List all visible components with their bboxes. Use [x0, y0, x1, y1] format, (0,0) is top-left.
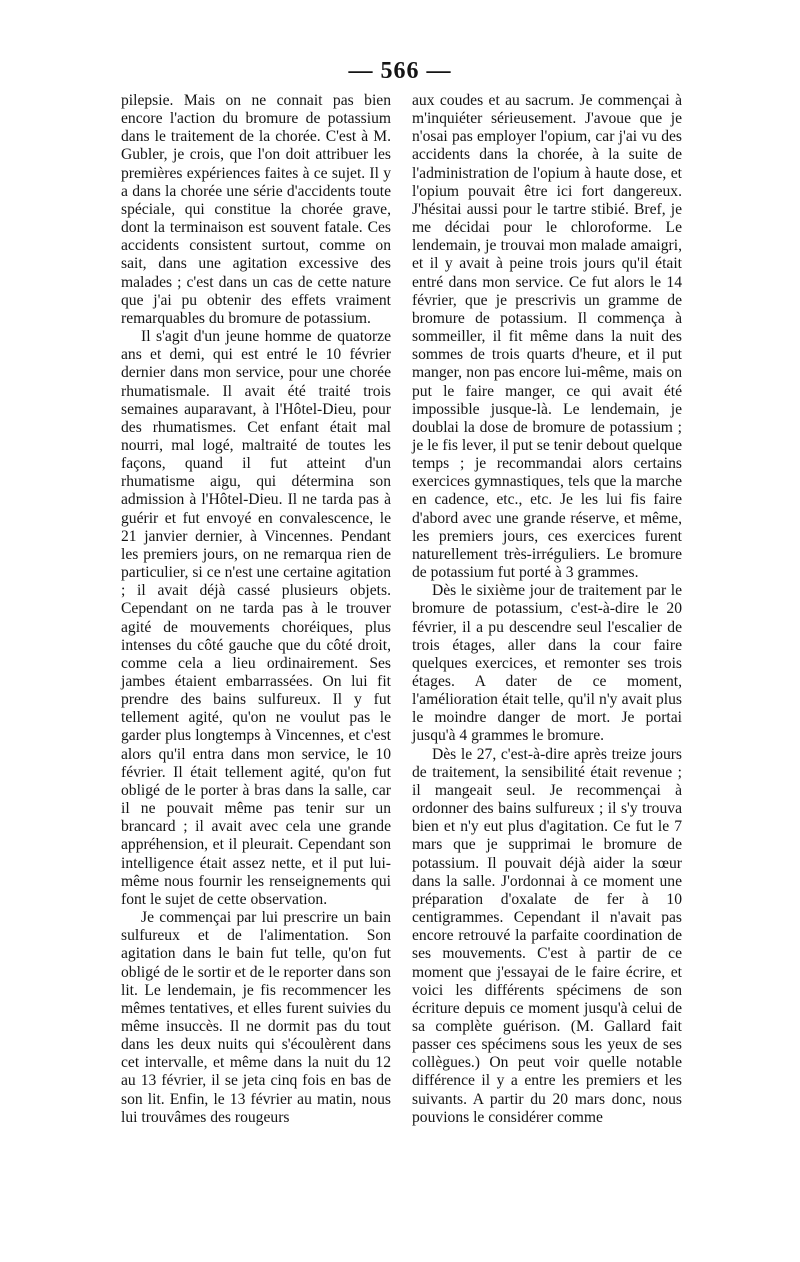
paragraph: Dès le sixième jour de traitement par le bromure de potassium, c'est-à-dire le 20 février, il a pu descendre seul l'escalier de trois étages, aller dans la cour faire quelques exercices, et remonter ses trois étages. A dater de ce moment, l'amélioration était telle, qu'il n'y avait plus le moindre danger de mort. Je portai jusqu'à 4 grammes le bromure.: [412, 582, 682, 745]
left-text-column: [121, 92, 391, 1127]
paragraph: Il s'agit d'un jeune homme de quatorze ans et demi, qui est entré le 10 février dernier dans mon service, pour une chorée rhumatismale. Il avait été traité trois semaines auparavant, à l'Hôtel-Dieu, pour des rhumatismes. Cet enfant était mal nourri, mal logé, maltraité de toutes les façons, quand il fut atteint d'un rhumatisme aigu, qui détermina son admission à l'Hôtel-Dieu. Il ne tarda pas à guérir et fut envoyé en convalescence, le 21 janvier dernier, à Vincennes. Pendant les premiers jours, on ne remarqua rien de particulier, si ce n'est une certaine agitation ; il avait déjà cassé plusieurs objets. Cependant on ne tarda pas à le trouver agité de mouvements choréiques, plus intenses du côté gauche que du côté droit, comme cela a lieu ordinairement. Ses jambes étaient embarrassées. On lui fit prendre des bains sulfureux. Il y fut tellement agité, qu'on ne voulut pas le garder plus longtemps à Vincennes, et c'est alors qu'il entra dans mon service, le 10 février. Il était tellement agité, qu'on fut obligé de le porter à bras dans la salle, car il ne pouvait même pas tenir sur un brancard ; il avait avec cela une grande appréhension, et il pleurait. Cependant son intelligence était assez nette, et il put lui-même nous fournir les renseignements qui font le sujet de cette observation.: [121, 328, 391, 908]
page-number: — 566 —: [348, 58, 452, 84]
paragraph: aux coudes et au sacrum. Je commençai à m'inquiéter sérieusement. J'avoue que je n'osai pas employer l'opium, car j'ai vu des accidents dans la chorée, à la suite de l'administration de l'opium à haute dose, et l'opium pouvait être ici fort dangereux. J'hésitai aussi pour le tartre stibié. Bref, je me décidai pour le chloroforme. Le lendemain, je trouvai mon malade amaigri, et il y avait à peine trois jours qu'il était entré dans mon service. Ce fut alors le 14 février, que je prescrivis un gramme de bromure de potassium. Il commença à sommeiller, il fit même dans la nuit des sommes de trois quarts d'heure, et il put manger, non pas encore lui-même, mais on put le faire manger, ce qui avait été impossible jusque-là. Le lendemain, je doublai la dose de bromure de potassium ; je le fis lever, il put se tenir debout quelque temps ; je recommandai alors certains exercices gymnastiques, tels que la marche en cadence, etc., etc. Je les lui fis faire d'abord avec une grande réserve, et même, les premiers jours, ces exercices furent naturellement très-irréguliers. Le bromure de potassium fut porté à 3 grammes.: [412, 92, 682, 582]
paragraph: Dès le 27, c'est-à-dire après treize jours de traitement, la sensibilité était revenue ; il mangeait seul. Je recommençai à ordonner des bains sulfureux ; il s'y trouva bien et n'y eut plus d'agitation. Ce fut le 7 mars que je supprimai le bromure de potassium. Il pouvait déjà aider la sœur dans la salle. J'ordonnai à ce moment une préparation d'oxalate de fer à 10 centigrammes. Cependant il n'avait pas encore retrouvé la parfaite coordination de ses mouvements. C'est à partir de ce moment que j'essayai de le faire écrire, et voici les différents spécimens de son écriture depuis ce moment jusqu'à celui de sa complète guérison. (M. Gallard fait passer ces spécimens sous les yeux de ses collègues.) On peut voir quelle notable différence il y a entre les premiers et les suivants. A partir du 20 mars donc, nous pouvions le considérer comme: [412, 745, 682, 1126]
right-text-column: [412, 92, 682, 1127]
paragraph: pilepsie. Mais on ne connait pas bien encore l'action du bromure de potassium dans le traitement de la chorée. C'est à M. Gubler, je crois, que l'on doit attribuer les premières expériences faites à ce sujet. Il y a dans la chorée une série d'accidents toute spéciale, qui constitue la chorée grave, dont la terminaison est souvent fatale. Ces accidents consistent surtout, comme on sait, dans une agitation excessive des malades ; c'est dans un cas de cette nature que j'ai pu obtenir des effets vraiment remarquables du bromure de potassium.: [121, 92, 391, 327]
paragraph: Je commençai par lui prescrire un bain sulfureux et de l'alimentation. Son agitation dans le bain fut telle, qu'on fut obligé de le sortir et de le reporter dans son lit. Le lendemain, je fis recommencer les mêmes tentatives, et elles furent suivies du même insuccès. Il ne dormit pas du tout dans les deux nuits qui s'écoulèrent dans cet intervalle, et même dans la nuit du 12 au 13 février, il se jeta cinq fois en bas de son lit. Enfin, le 13 février au matin, nous lui trouvâmes des rougeurs: [121, 909, 391, 1126]
